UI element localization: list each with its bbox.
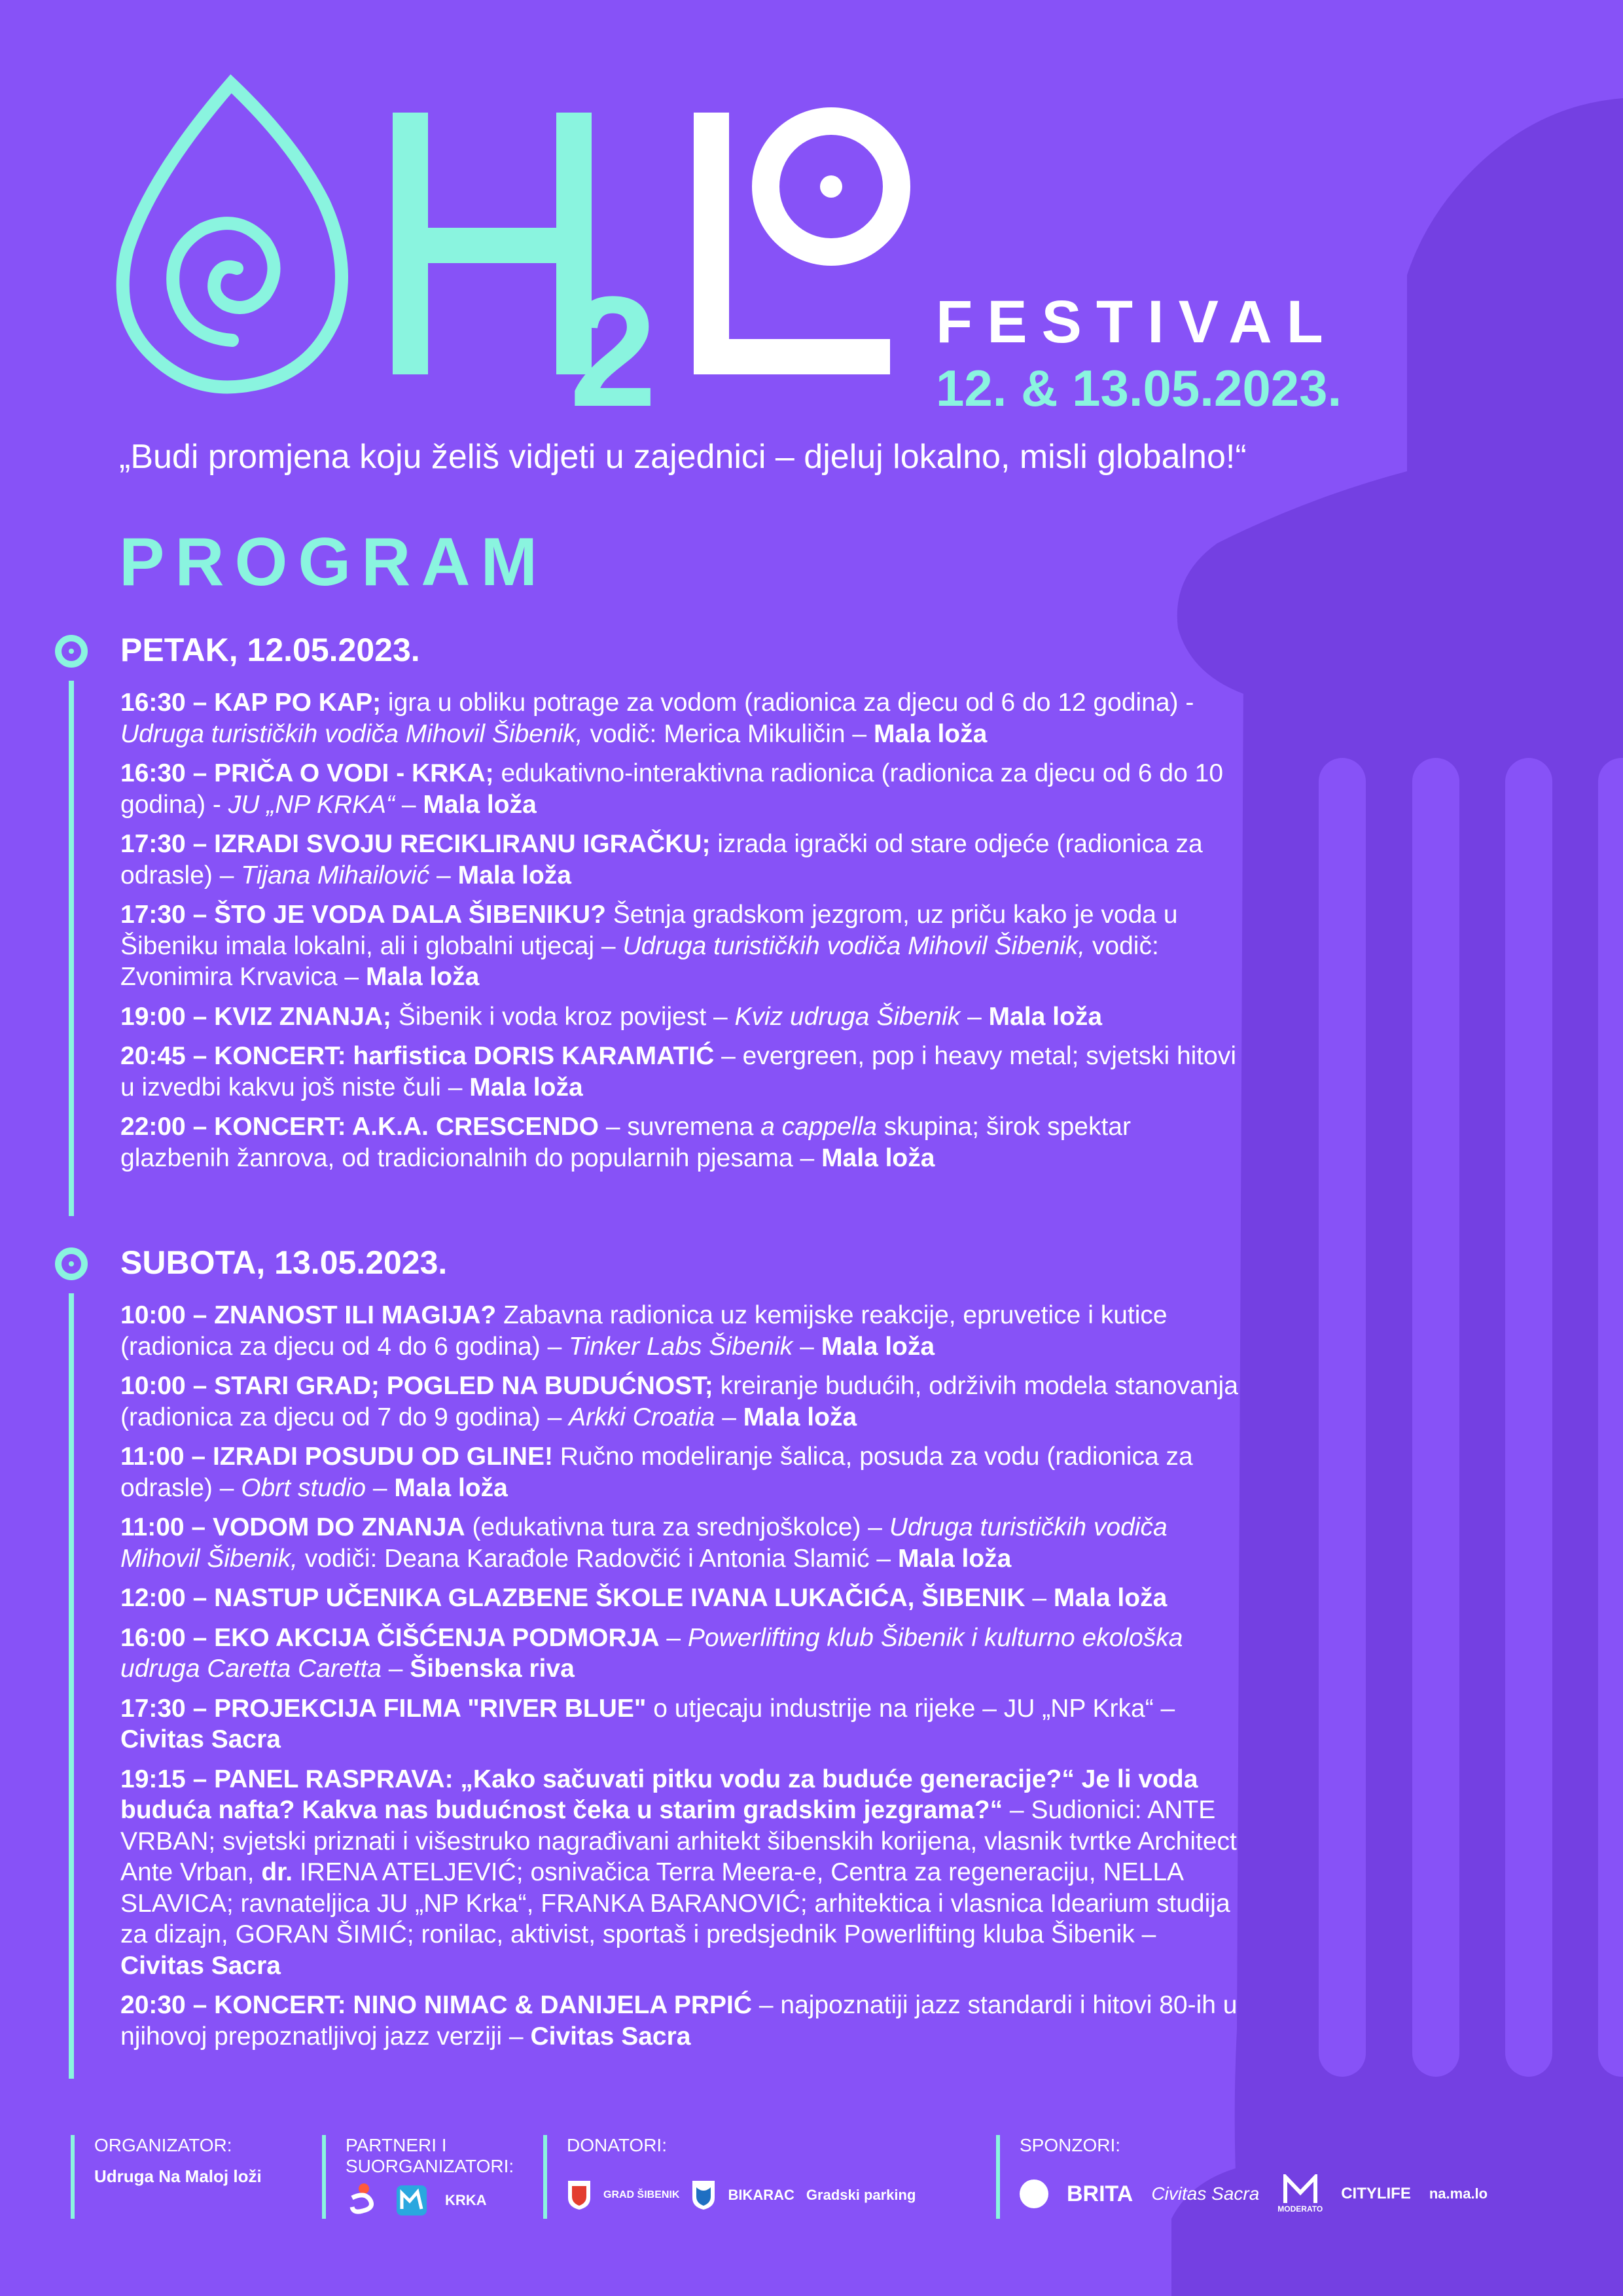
timeline-line [69, 1293, 74, 2079]
event-item [120, 1512, 1246, 1574]
event-text-run: Šibenik i voda kroz povijest – [391, 1002, 735, 1031]
gradski-parking-logo-text: Gradski parking [806, 2187, 916, 2203]
event-text-run: Arkki Croatia [569, 1403, 715, 1431]
event-item [120, 1693, 1246, 1755]
event-text-run: Obrt studio [241, 1473, 366, 1502]
grad-sibenik-logo-text: GRAD ŠIBENIK [603, 2189, 680, 2200]
event-text-run: a cappella [760, 1113, 877, 1141]
event-text-run: Udruga turističkih vodiča Mihovil Šibenik, [120, 719, 583, 748]
event-text-run: Mala loža [394, 1473, 508, 1502]
event-item [120, 758, 1246, 820]
event-text-run: – [793, 1332, 821, 1361]
event-item [120, 1623, 1246, 1685]
event-text-run: Mala loža [873, 719, 988, 748]
event-text-run: Mala loža [821, 1143, 935, 1172]
event-text-run: 17:30 – PROJEKCIJA FILMA "RIVER BLUE" [120, 1694, 647, 1723]
organizer-label: ORGANIZATOR: [94, 2135, 232, 2155]
event-text-run: Udruga turističkih vodiča Mihovil Šibenik, [120, 1513, 1168, 1573]
event-text-run: – evergreen, pop i heavy metal; svjetski hitovi u izvedbi kakvu još niste čuli – [120, 1042, 1236, 1102]
event-text-run: izrada igrački od stare odjeće (radionica za odrasle) – [120, 830, 1203, 889]
citylife-logo-text: CITYLIFE [1341, 2185, 1411, 2202]
column-flute-3 [1505, 758, 1552, 2077]
water-drop-spiral-icon [123, 84, 342, 387]
sponsor-logos [1020, 2174, 1488, 2214]
event-item [120, 1111, 1246, 1174]
event-text-run: 11:00 – IZRADI POSUDU OD GLINE! [120, 1443, 553, 1471]
event-item [120, 899, 1246, 993]
event-text-run: – Sudionici: ANTE VRBAN; svjetski priznati i višestruko nagrađivani arhitekt šibenskih korijena, vlasnik tvrtke Architect Ante Vrban, [120, 1796, 1237, 1886]
event-text-run: Šetnja gradskom jezgrom, uz priču kako je voda u Šibeniku imala lokalni, ali i globalni utjecaj – [120, 901, 1178, 960]
event-text-run: edukativno-interaktivna radionica (radionica za djecu od 6 do 10 godina) - [120, 759, 1224, 819]
event-text-run: 17:30 – IZRADI SVOJU RECIKLIRANU IGRAČKU; [120, 830, 711, 858]
event-text-run: – suvremena [599, 1113, 761, 1141]
event-list [120, 687, 1246, 1182]
event-text-run: Civitas Sacra [120, 1725, 281, 1753]
event-text-run: Civitas Sacra [530, 2022, 691, 2051]
event-text-run: Tijana Mihailović [241, 861, 430, 889]
event-item [120, 1041, 1246, 1103]
event-text-run: 19:00 – KVIZ ZNANJA; [120, 1002, 391, 1031]
event-text-run: – [381, 1655, 410, 1683]
event-text-run: Udruga turističkih vodiča Mihovil Šibenik, [622, 931, 1086, 960]
event-text-run: – [960, 1002, 989, 1031]
donor-logos [567, 2179, 916, 2211]
event-text-run: Mala loža [743, 1403, 857, 1431]
event-text-run: Kviz udruga Šibenik [734, 1002, 961, 1031]
event-text-run: Zabavna radionica uz kemijske reakcije, epruvetice i kutice (radionica za djecu od 4 do 6 godina) – [120, 1301, 1168, 1361]
event-text-run: 12:00 – NASTUP UČENIKA GLAZBENE ŠKOLE IVANA LUKAČIĆA, ŠIBENIK [120, 1584, 1026, 1612]
festival-word: FESTIVAL [936, 289, 1338, 355]
event-text-run: – [366, 1473, 395, 1502]
event-text-run: (edukativna tura za srednjoškolce) – [465, 1513, 889, 1541]
event-text-run: 20:30 – KONCERT: NINO NIMAC & DANIJELA PRPIĆ [120, 1991, 753, 2019]
event-text-run: igra u obliku potrage za vodom (radionica za djecu od 6 do 12 godina) - [381, 689, 1194, 717]
event-text-run: 19:15 – PANEL RASPRAVA: „Kako sačuvati pitku vodu za buduće generacije?“ Je li voda buduća nafta? Kakva nas budućnost čeka u starim gradskim jezgrama?“ [120, 1765, 1198, 1824]
event-text-run: – [429, 861, 458, 889]
event-text-run: IRENA ATELJEVIĆ; osnivačica Terra Meera-e, Centra za regeneraciju, NELLA SLAVICA; ravnateljica JU „NP Krka“, FRANKA BARANOVIĆ; arhitektica i vlasnica Idearium studija za dizajn, GORAN ŠIMIĆ; ronilac, aktivist, sportaš i predsjednik Powerlifting kluba Šibenik – [120, 1858, 1230, 1948]
county-coat-of-arms-icon [691, 2179, 716, 2211]
column-flute-1 [1319, 758, 1366, 2077]
brita-logo-text: BRITA [1067, 2181, 1133, 2206]
event-text-run: JU „NP KRKA“ [228, 790, 395, 819]
event-item [120, 687, 1246, 749]
partner-logos [346, 2182, 487, 2219]
event-text-run: Mala loža [457, 861, 571, 889]
program-heading: PROGRAM [119, 524, 548, 600]
rotary-logo-icon [1020, 2179, 1048, 2208]
event-item [120, 1764, 1246, 1982]
civitas-sacra-logo-text: Civitas Sacra [1151, 2183, 1260, 2204]
event-text-run: 10:00 – ZNANOST ILI MAGIJA? [120, 1301, 497, 1329]
np-krka-logo-icon [395, 2184, 428, 2217]
day-title: SUBOTA, 13.05.2023. [120, 1244, 448, 1281]
sponsors-label: SPONZORI: [1020, 2135, 1121, 2155]
event-text-run: Mala loža [423, 790, 537, 819]
event-text-run: 16:30 – PRIČA O VODI - KRKA; [120, 759, 494, 787]
event-text-run: Tinker Labs Šibenik [569, 1332, 793, 1361]
partners-label-line2: SUORGANIZATORI: [346, 2156, 514, 2176]
event-text-run: 17:30 – ŠTO JE VODA DALA ŠIBENIKU? [120, 901, 606, 929]
day-title: PETAK, 12.05.2023. [120, 632, 420, 668]
event-text-run: Ručno modeliranje šalica, posuda za vodu (radionica za odrasle) – [120, 1443, 1193, 1502]
h-letter [393, 113, 592, 374]
timeline-line [69, 681, 74, 1216]
event-text-run: skupina; širok spektar glazbenih žanrova, od tradicionalnih do popularnih pjesama – [120, 1113, 1131, 1172]
event-list [120, 1300, 1246, 2060]
event-item [120, 1001, 1246, 1033]
sponsors-block [996, 2135, 1488, 2219]
event-text-run: Šibenska riva [410, 1655, 575, 1683]
event-text-run: 11:00 – VODOM DO ZNANJA [120, 1513, 465, 1541]
bikarac-logo-text: BIKARAC [728, 2187, 794, 2203]
event-text-run: Powerlifting klub Šibenik i kulturno ekološka udruga Caretta Caretta [120, 1623, 1183, 1683]
krka-logo-text: KRKA [445, 2192, 487, 2208]
na-maloj-lozi-logo-icon [346, 2182, 378, 2219]
slogan: „Budi promjena koju želiš vidjeti u zajednici – djeluj lokalno, misli globalno!“ [119, 438, 1247, 476]
event-text-run: 22:00 – KONCERT: A.K.A. CRESCENDO [120, 1113, 599, 1141]
event-text-run: – [715, 1403, 743, 1431]
event-text-run: Mala loža [988, 1002, 1103, 1031]
donors-block [543, 2135, 916, 2219]
event-text-run: – najpoznatiji jazz standardi i hitovi 80-ih u njihovoj prepoznatljivoj jazz verziji – [120, 1991, 1238, 2051]
event-text-run: kreiranje budućih, održivih modela stanovanja (radionica za djecu od 7 do 9 godina) – [120, 1372, 1238, 1431]
event-item [120, 1583, 1246, 1614]
moderato-logo [1277, 2174, 1323, 2214]
column-flute-2 [1412, 758, 1459, 2077]
event-text-run: o utjecaju industrije na rijeke – JU „NP Krka“ – [646, 1694, 1175, 1723]
event-text-run: 16:30 – KAP PO KAP; [120, 689, 382, 717]
event-text-run: vodič: Merica Mikuličin – [582, 719, 874, 748]
event-text-run: 20:45 – KONCERT: harfistica DORIS KARAMATIĆ [120, 1042, 715, 1070]
o-letter-disc-icon [766, 121, 897, 252]
event-text-run: Mala loža [365, 963, 480, 991]
donors-label: DONATORI: [567, 2135, 667, 2155]
h2lo-logo [111, 72, 923, 412]
event-text-run: 10:00 – STARI GRAD; POGLED NA BUDUĆNOST; [120, 1372, 713, 1400]
day-marker-icon [55, 1247, 88, 1280]
column-flute-4 [1598, 758, 1623, 2077]
event-text-run: Mala loža [821, 1332, 935, 1361]
organizer-block [71, 2135, 262, 2219]
day-marker-icon [55, 635, 88, 668]
namalo-logo-text: na.ma.lo [1429, 2185, 1488, 2202]
partners-block [322, 2135, 514, 2219]
event-text-run: Mala loža [469, 1073, 583, 1102]
sibenik-coat-of-arms-icon [567, 2179, 592, 2211]
event-text-run: Civitas Sacra [120, 1951, 281, 1980]
event-text-run: vodič: Zvonimira Krvavica – [120, 931, 1159, 991]
event-text-run: – [395, 790, 423, 819]
event-text-run: – [1025, 1584, 1054, 1612]
organizer-value: Udruga Na Maloj loži [94, 2166, 262, 2186]
event-text-run: 16:00 – EKO AKCIJA ČIŠĆENJA PODMORJA [120, 1623, 660, 1652]
moderato-logo-text: MODERATO [1277, 2204, 1323, 2214]
moderato-m-icon [1283, 2174, 1318, 2204]
event-item [120, 1441, 1246, 1503]
event-text-run: Mala loža [1053, 1584, 1168, 1612]
festival-date: 12. & 13.05.2023. [936, 359, 1342, 417]
event-item [120, 829, 1246, 891]
event-item [120, 1990, 1246, 2052]
event-item [120, 1371, 1246, 1433]
event-text-run: vodiči: Deana Karađole Radovčić i Antonia Slamić – [297, 1544, 898, 1573]
event-text-run: – [659, 1623, 688, 1652]
subscript-two: 2 [569, 264, 657, 412]
partners-label: PARTNERI I [346, 2135, 447, 2155]
event-text-run: dr. [261, 1858, 293, 1886]
event-item [120, 1300, 1246, 1362]
event-text-run: Mala loža [897, 1544, 1012, 1573]
